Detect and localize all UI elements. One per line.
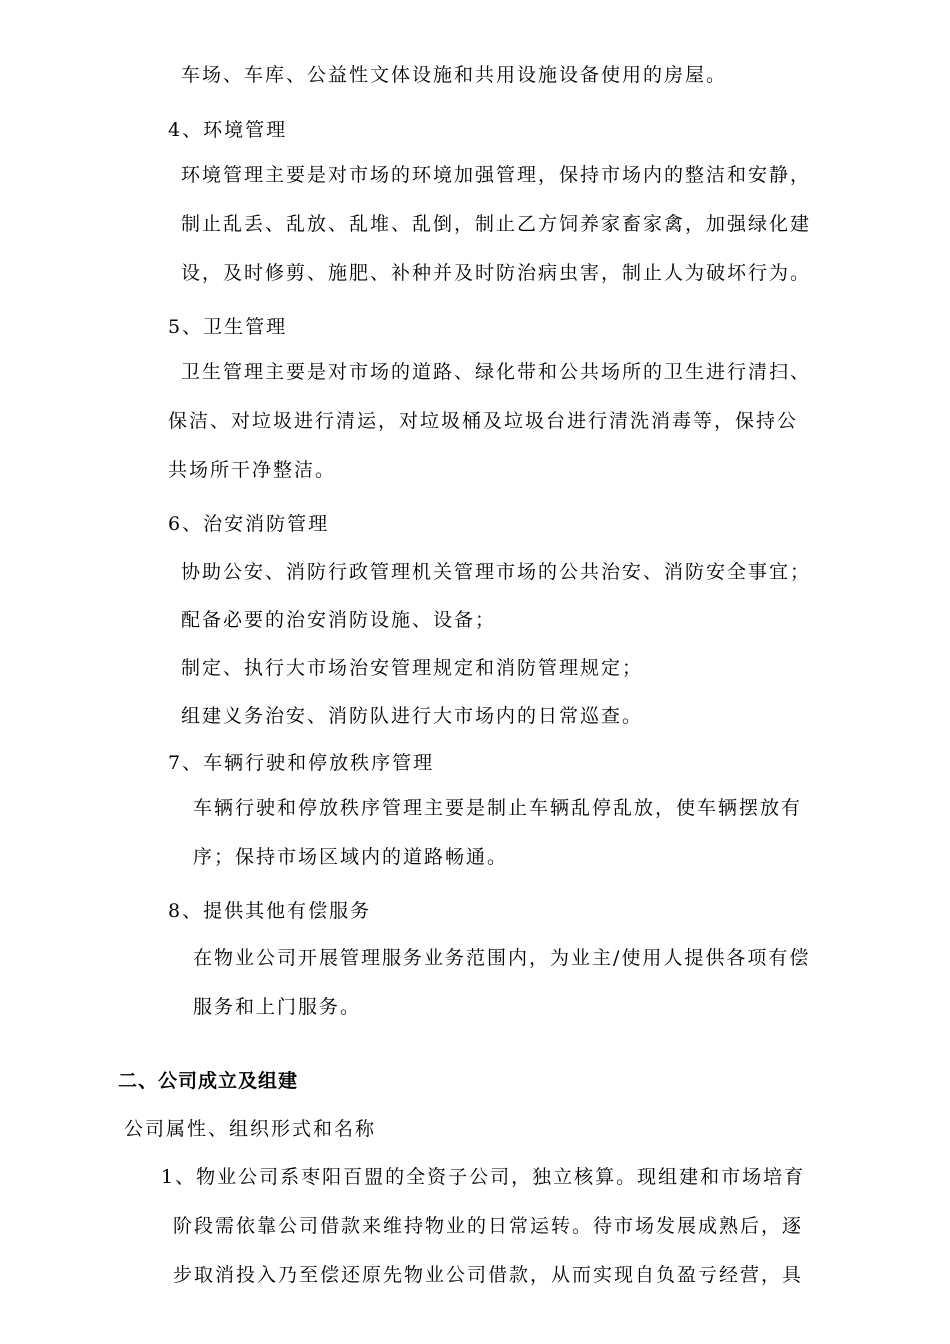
text-line: 车辆行驶和停放秩序管理主要是制止车辆乱停乱放，使车辆摆放有 [193, 797, 803, 819]
text-line: 配备必要的治安消防设施、设备； [181, 609, 497, 631]
text-line: 步取消投入乃至偿还原先物业公司借款，从而实现自负盈亏经营，具 [173, 1264, 804, 1286]
section-heading: 5、卫生管理 [168, 316, 288, 338]
text-line: 制止乱丢、乱放、乱堆、乱倒，制止乙方饲养家畜家禽，加强绿化建 [181, 213, 812, 235]
text-line: 序；保持市场区域内的道路畅通。 [193, 846, 509, 868]
section-heading: 6、治安消防管理 [168, 513, 330, 535]
subheading: 公司属性、组织形式和名称 [124, 1118, 377, 1140]
section-heading: 8、提供其他有偿服务 [168, 900, 372, 922]
text-line: 组建义务治安、消防队进行大市场内的日常巡查。 [181, 705, 644, 727]
text-line: 服务和上门服务。 [193, 996, 362, 1018]
text-line: 1、物业公司系枣阳百盟的全资子公司，独立核算。现组建和市场培育 [161, 1166, 806, 1188]
text-line: 阶段需依靠公司借款来维持物业的日常运转。待市场发展成熟后，逐 [173, 1215, 804, 1237]
section-heading: 7、车辆行驶和停放秩序管理 [168, 752, 435, 774]
text-line: 协助公安、消防行政管理机关管理市场的公共治安、消防安全事宜； [181, 561, 812, 583]
chapter-heading: 二、公司成立及组建 [118, 1070, 299, 1092]
text-line: 制定、执行大市场治安管理规定和消防管理规定； [181, 657, 644, 679]
section-heading: 4、环境管理 [168, 119, 288, 141]
text-line: 在物业公司开展管理服务业务范围内，为业主/使用人提供各项有偿 [193, 947, 811, 969]
text-line: 卫生管理主要是对市场的道路、绿化带和公共场所的卫生进行清扫、 [181, 361, 812, 383]
text-line: 设，及时修剪、施肥、补种并及时防治病虫害，制止人为破坏行为。 [181, 262, 812, 284]
text-line: 环境管理主要是对市场的环境加强管理，保持市场内的整洁和安静， [181, 164, 812, 186]
text-line: 车场、车库、公益性文体设施和共用设施设备使用的房屋。 [181, 64, 728, 86]
text-line: 保洁、对垃圾进行清运，对垃圾桶及垃圾台进行清洗消毒等，保持公 [168, 410, 799, 432]
text-line: 共场所干净整洁。 [168, 459, 337, 481]
